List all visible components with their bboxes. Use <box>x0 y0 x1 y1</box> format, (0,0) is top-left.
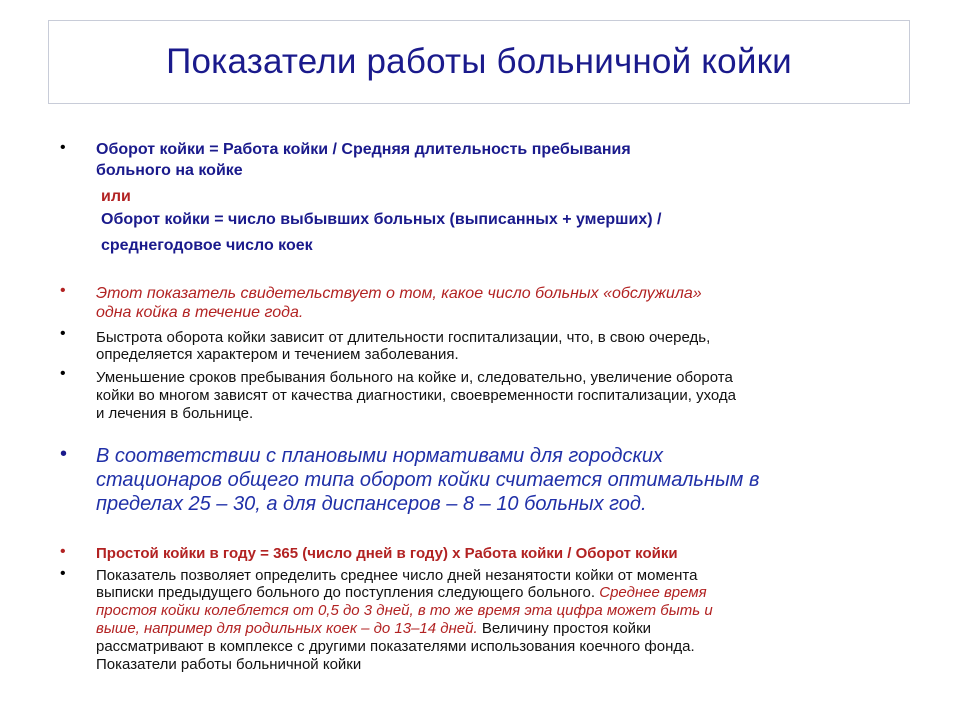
page-title: Показатели работы больничной койки <box>166 42 792 81</box>
note-reduce-line3: и лечения в больнице. <box>96 405 254 422</box>
idle-note-line5: рассматривают в комплексе с другими показателями использования коечного фонда. <box>96 638 695 655</box>
formula1-line2: больного на койке <box>96 162 243 179</box>
idle-note-line2 <box>96 584 707 602</box>
idle-note-line4-plain: Величину простоя койки <box>481 620 652 637</box>
bullet-dot: • <box>60 325 66 342</box>
idle-formula: Простой койки в году = 365 (число дней в году) х Работа койки / Оборот койки <box>96 545 678 562</box>
note-speed-line2: определяется характером и течением заболевания. <box>96 346 459 363</box>
idle-note-line1: Показатель позволяет определить среднее число дней незанятости койки от момента <box>96 567 698 584</box>
bullet-dot: • <box>60 365 66 382</box>
bullet-dot: • <box>60 139 66 156</box>
idle-note-line4-red: выше, например для родильных коек – до 13–14 дней. <box>96 620 478 637</box>
idle-note-line6: Показатели работы больничной койки <box>96 656 362 673</box>
norms-line3: пределах 25 – 30, а для диспансеров – 8 – 10 больных год. <box>96 493 647 515</box>
idle-note-line2-red: Среднее время <box>599 584 707 601</box>
bullet-dot: • <box>60 543 66 560</box>
formula1-line1: Оборот койки = Работа койки / Средняя длительность пребывания <box>96 141 631 158</box>
idle-note-line3: простоя койки колеблется от 0,5 до 3 дней, в то же время эта цифра может быть и <box>96 602 713 619</box>
bullet-dot: • <box>60 282 66 299</box>
formula1-line3: Оборот койки = число выбывших больных (выписанных + умерших) / <box>101 211 662 228</box>
note-reduce-line2: койки во многом зависят от качества диагностики, своевременности госпитализации, ухода <box>96 387 737 404</box>
norms-line2: стационаров общего типа оборот койки считается оптимальным в <box>96 469 760 491</box>
formula1-line4: среднегодовое число коек <box>101 237 313 254</box>
note-reduce-line1: Уменьшение сроков пребывания больного на койке и, следовательно, увеличение оборота <box>96 369 733 386</box>
norms-line1: В соответствии с плановыми нормативами для городских <box>96 445 664 467</box>
note-speed-line1: Быстрота оборота койки зависит от длительности госпитализации, что, в свою очередь, <box>96 329 711 346</box>
bullet-dot: • <box>60 565 66 582</box>
note-red-line2: одна койка в течение года. <box>96 304 304 321</box>
title-frame <box>48 20 910 104</box>
note-red-line1: Этот показатель свидетельствует о том, какое число больных «обслужила» <box>96 285 702 302</box>
formula1-or: или <box>101 188 131 205</box>
idle-note-line4 <box>96 620 651 638</box>
bullet-dot: • <box>60 443 68 465</box>
idle-note-line2-plain: выписки предыдущего больного до поступления следующего больного. <box>96 584 596 601</box>
